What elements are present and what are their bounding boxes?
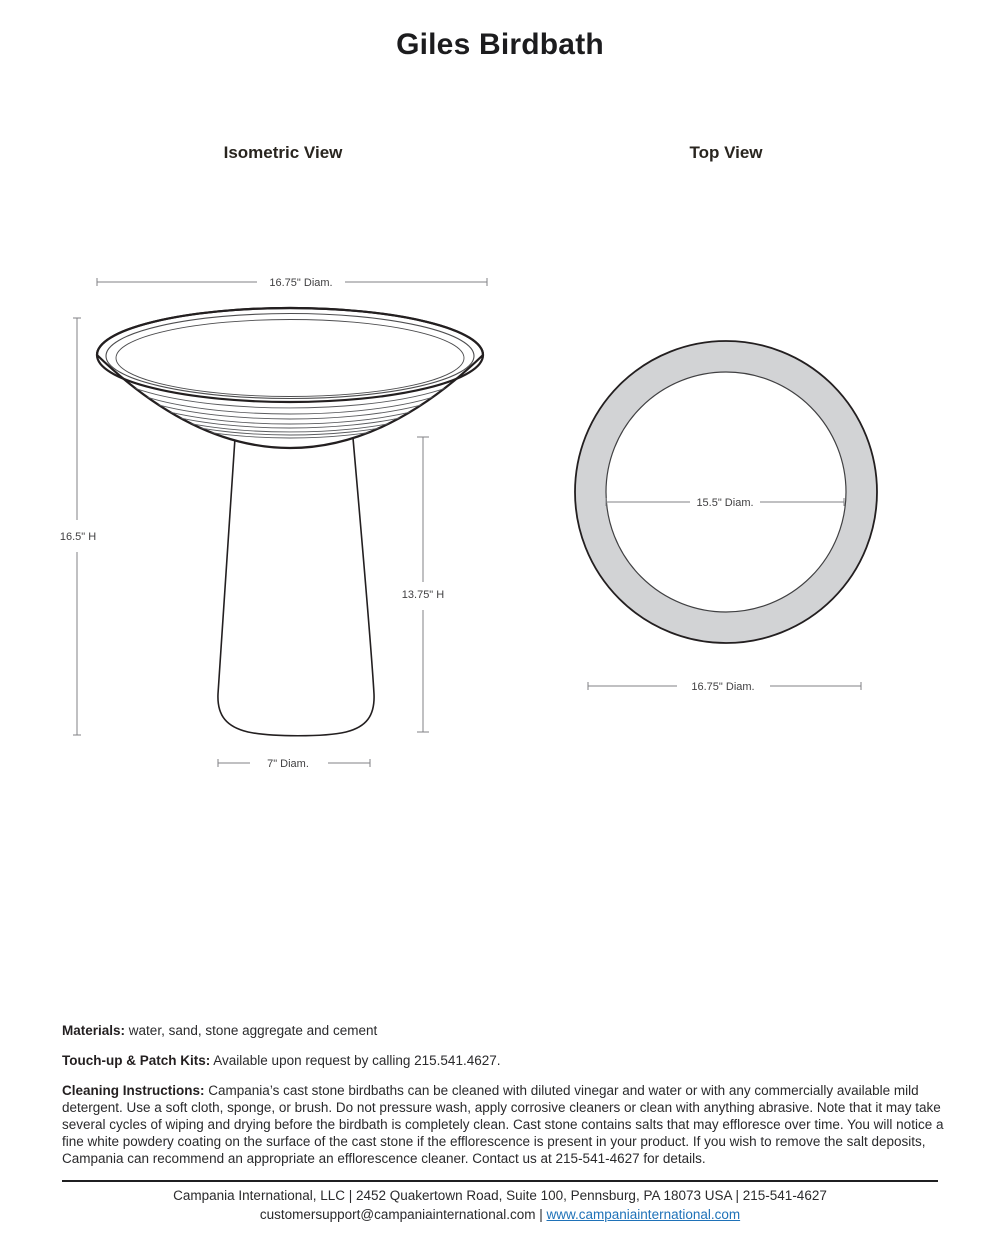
dimension-overall-height (73, 318, 81, 735)
pedestal-outline (218, 438, 374, 736)
top-view-label: Top View (689, 143, 763, 162)
materials-label: Materials: (62, 1023, 126, 1038)
footer-separator: | (539, 1207, 543, 1222)
footer-email: customersupport@campaniainternational.com (259, 1207, 536, 1222)
dimension-pedestal-height (417, 437, 429, 732)
cleaning-instructions (62, 1082, 946, 1167)
materials-line (62, 1022, 946, 1039)
footer-divider (62, 1180, 938, 1182)
dimension-outer-diameter-label: 16.75" Diam. (691, 681, 755, 693)
top-view-inner-circle (606, 372, 846, 612)
touchup-label: Touch-up & Patch Kits: (62, 1053, 211, 1068)
isometric-view-label: Isometric View (223, 143, 343, 162)
touchup-value: Available upon request by calling 215.541.4627. (213, 1053, 501, 1068)
cleaning-value: Campania’s cast stone birdbaths can be cleaned with diluted vinegar and water or with any commercially available mild detergent. Use a soft cloth, sponge, or brush. Do not pressure wash, apply corrosive cleaners or clean with anything abrasive. Note that it may take several cycles of wiping and drying before the birdbath is completely clean. Cast stone contains salts that may effloresce over time. You will notice a fine white powdery coating on the surface of the cast stone if the efflorescence is present in your product. If you wish to remove the salt deposits, Campania can recommend an appropriate an efflorescence cleaner. Contact us at 215-541-4627 for details. (62, 1083, 944, 1166)
materials-value: water, sand, stone aggregate and cement (128, 1023, 378, 1038)
dimension-base-diameter-label: 7" Diam. (267, 758, 309, 770)
footer-website-link[interactable]: www.campaniainternational.com (546, 1207, 741, 1222)
dimension-overall-height-label: 16.5" H (59, 531, 97, 543)
page-title: Giles Birdbath (396, 28, 604, 61)
dimension-pedestal-height-label: 13.75" H (401, 589, 445, 601)
spec-text-block (62, 1022, 946, 1180)
dimension-inner-diameter-label: 15.5" Diam. (696, 497, 754, 509)
footer (0, 1186, 1000, 1224)
cleaning-label: Cleaning Instructions: (62, 1083, 205, 1098)
footer-contact-line (0, 1205, 1000, 1224)
top-view-drawing (555, 325, 905, 705)
isometric-view-drawing (45, 270, 505, 780)
footer-address-line: Campania International, LLC | 2452 Quakertown Road, Suite 100, Pennsburg, PA 18073 USA | 215-541-4627 (173, 1188, 827, 1203)
dimension-top-diameter-label: 16.75" Diam. (269, 277, 333, 289)
touchup-line (62, 1052, 946, 1069)
bowl-outline (97, 308, 483, 448)
